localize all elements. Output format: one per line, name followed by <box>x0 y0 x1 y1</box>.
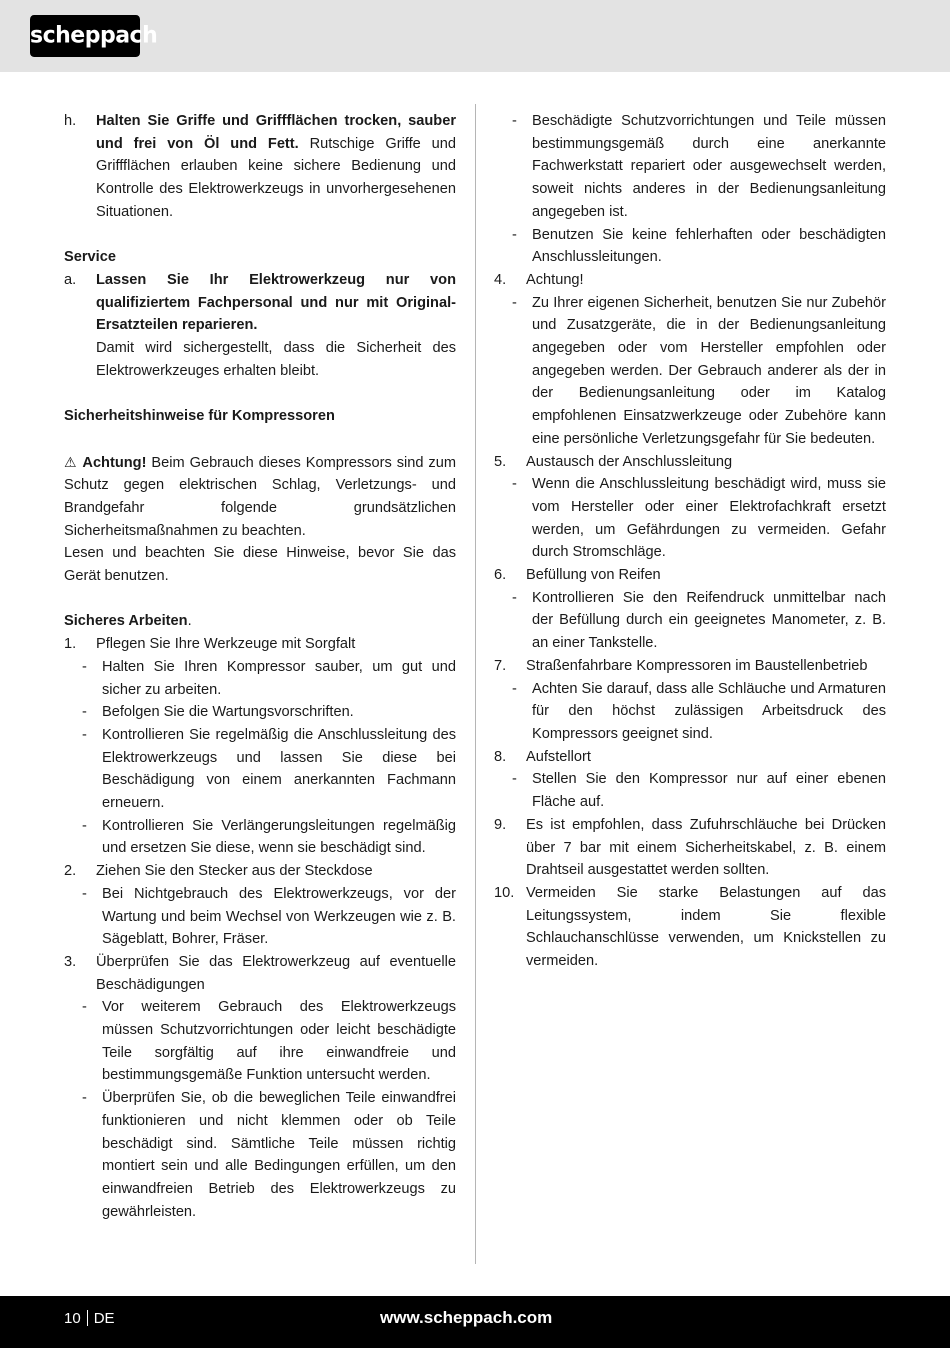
list-item-8: 8. Aufstellort <box>494 748 591 765</box>
section-heading-service: Service <box>64 249 116 266</box>
sub-item: - Halten Sie Ihren Kompressor sauber, um gut und sicher zu arbeiten. <box>82 658 456 698</box>
list-item-10: 10. Vermeiden Sie starke Belastungen auf das Leitungssystem, indem Sie flexible Schlauchanschlüsse verwenden, um Knickstellen zu vermeiden. <box>494 884 886 970</box>
list-item-6: 6. Befüllung von Reifen <box>494 567 661 584</box>
list-item-1: 1. Pflegen Sie Ihre Werkzeuge mit Sorgfalt <box>64 636 356 653</box>
page-header <box>0 0 950 72</box>
sub-item: - Bei Nichtgebrauch des Elektrowerkzeugs, vor der Wartung und beim Wechsel von Werkzeugen wie z. B. Sägeblatt, Bohrer, Fräser. <box>82 885 456 948</box>
sub-item: - Benutzen Sie keine fehlerhaften oder beschädigten Anschlussleitungen. <box>512 226 886 266</box>
list-item-3: 3. Überprüfen Sie das Elektrowerkzeug auf eventuelle Beschädigungen <box>64 953 456 993</box>
read-notice: Lesen und beachten Sie diese Hinweise, bevor Sie das Gerät benutzen. <box>64 545 456 585</box>
sub-item: - Wenn die Anschlussleitung beschädigt wird, muss sie vom Hersteller oder einer Elektrofachkraft ersetzt werden, um Gefährdungen zu vermeiden. Gefahr durch Stromschläge. <box>512 476 886 561</box>
right-column <box>494 110 886 973</box>
sub-item: - Beschädigte Schutzvorrichtungen und Teile müssen bestimmungsgemäß durch eine anerkannte Fachwerkstatt repariert oder ausgewechselt werden, soweit nichts anderes in der Bedienungsanleitung angegeben ist. <box>512 113 886 220</box>
list-item-4: 4. Achtung! <box>494 271 584 288</box>
section-heading-safe: Sicheres Arbeiten. <box>64 613 192 630</box>
sub-item: - Überprüfen Sie, ob die beweglichen Teile einwandfrei funktionieren und nicht klemmen oder ob Teile beschädigt sind. Sämtliche Teile müssen richtig montiert sein und alle Bedingungen erfüllen, um den einwandfreien Betrieb des Elektrowerkzeugs zu gewährleisten. <box>82 1090 456 1220</box>
list-item-7: 7. Straßenfahrbare Kompressoren im Baustellenbetrieb <box>494 657 868 674</box>
sub-item: - Vor weiterem Gebrauch des Elektrowerkzeugs müssen Schutzvorrichtungen oder leicht beschädigte Teile sorgfältig auf ihre einwandfreie und bestimmungsgemäße Funktion untersucht werden. <box>82 999 456 1084</box>
sub-item: - Zu Ihrer eigenen Sicherheit, benutzen Sie nur Zubehör und Zusatzgeräte, die in der Bedienungsanleitung angegeben oder vom Hersteller empfohlen oder angegeben werden. Der Gebrauch anderer als der in der Bedienungsanleitung oder im Katalog empfohlenen Einsatzwerkzeuge oder Zubehöre kann eine persönliche Verletzungsgefahr für Sie bedeuten. <box>512 294 886 447</box>
website-link[interactable]: www.scheppach.com <box>380 1308 553 1327</box>
sub-item: - Kontrollieren Sie den Reifendruck unmittelbar nach der Befüllung durch ein geeignetes Manometer, z. B. an einer Tankstelle. <box>512 589 886 652</box>
list-item-9: 9. Es ist empfohlen, dass Zufuhrschläuche bei Drücken über 7 bar mit einem Sicherheitskabel, z. B. einem Drahtseil ausgestattet werden sollten. <box>494 816 886 879</box>
warning-icon: ⚠ <box>64 453 78 470</box>
list-item-2: 2. Ziehen Sie den Stecker aus der Steckdose <box>64 863 373 880</box>
list-item-a: a. Lassen Sie Ihr Elektrowerkzeug nur von qualifiziertem Fachpersonal und nur mit Original-Ersatzteilen reparieren. Damit wird sichergestellt, dass die Sicherheit des Elektrowerkzeuges erhalten bleibt. <box>64 271 456 379</box>
brand-logo[interactable]: scheppach <box>30 15 140 57</box>
column-divider <box>475 104 476 1264</box>
warning-paragraph: ⚠ Achtung! Beim Gebrauch dieses Kompressors sind zum Schutz gegen elektrischen Schlag, Verletzungs- und Brandgefahr folgende grundsätzlichen Sicherheitsmaßnahmen zu beachten. <box>64 453 456 539</box>
list-item-5: 5. Austausch der Anschlussleitung <box>494 453 733 470</box>
language-code: DE <box>93 1310 115 1327</box>
sub-item: - Kontrollieren Sie regelmäßig die Anschlussleitung des Elektrowerkzeugs und lassen Sie diese bei Beschädigung von einem anerkannten Fachmann erneuern. <box>82 726 456 812</box>
sub-item: - Kontrollieren Sie Verlängerungsleitungen regelmäßig und ersetzen Sie diese, wenn sie beschädigt sind. <box>82 817 456 857</box>
list-item-h: h. Halten Sie Griffe und Griffflächen trocken, sauber und frei von Öl und Fett. Rutschige Griffe und Griffflächen erlauben keine sichere Bedienung und Kontrolle des Elektrowerkzeugs in unvorhergesehenen Situationen. <box>64 113 456 220</box>
sub-item: - Achten Sie darauf, dass alle Schläuche und Armaturen für den höchst zulässigen Arbeitsdruck des Kompressors geeignet sind. <box>512 680 886 742</box>
sub-item: - Stellen Sie den Kompressor nur auf einer ebenen Fläche auf. <box>512 771 886 811</box>
sub-item: - Befolgen Sie die Wartungsvorschriften. <box>82 704 354 721</box>
page-number: 10 DE <box>64 1310 115 1327</box>
section-heading-compressor: Sicherheitshinweise für Kompressoren <box>64 408 335 425</box>
left-column <box>64 110 456 1223</box>
page-footer <box>0 1296 950 1348</box>
